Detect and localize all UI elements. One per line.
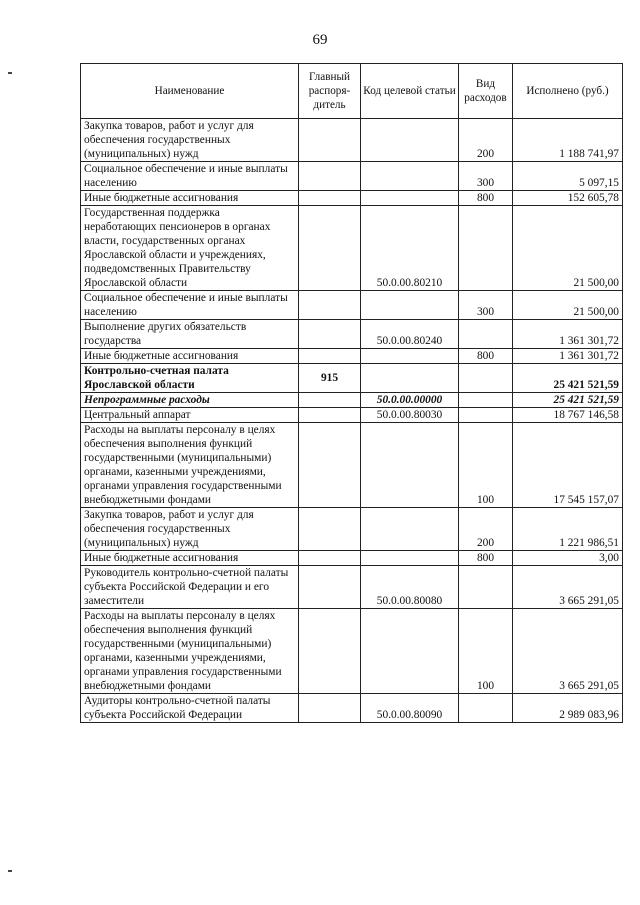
row-target-code-cell: 50.0.00.80080 (361, 566, 459, 609)
row-expense-kind-cell: 300 (459, 162, 513, 191)
row-expense-kind-cell (459, 694, 513, 723)
page-number: 69 (312, 32, 328, 48)
row-target-code-cell: 50.0.00.80030 (361, 408, 459, 423)
table-row (81, 408, 623, 423)
row-amount-cell: 25 421 521,59 (513, 393, 623, 408)
header-main-manager: Главный распоря-дитель (299, 64, 361, 119)
header-target-code: Код целевой статьи (361, 64, 459, 119)
row-target-code-cell (361, 364, 459, 393)
row-expense-kind-cell: 800 (459, 349, 513, 364)
table-row (81, 320, 623, 349)
row-target-code-cell (361, 349, 459, 364)
table-row (81, 694, 623, 723)
row-name-cell: Социальное обеспечение и иные выплаты населению (81, 291, 299, 320)
table-body (81, 119, 623, 723)
row-amount-cell: 1 221 986,51 (513, 508, 623, 551)
table-row (81, 162, 623, 191)
row-target-code-cell: 50.0.00.00000 (361, 393, 459, 408)
row-name-cell: Руководитель контрольно-счетной палаты субъекта Российской Федерации и его заместители (81, 566, 299, 609)
row-expense-kind-cell: 100 (459, 423, 513, 508)
table-row (81, 393, 623, 408)
row-name-cell: Расходы на выплаты персоналу в целях обеспечения выполнения функций государственными (муниципальными) органами, казенными учреждениями, органами управления государственными внебюджетными фондами (81, 609, 299, 694)
row-expense-kind-cell: 200 (459, 119, 513, 162)
row-amount-cell: 3,00 (513, 551, 623, 566)
row-main-manager-cell (299, 162, 361, 191)
row-main-manager-cell (299, 393, 361, 408)
row-main-manager-cell (299, 291, 361, 320)
row-name-cell: Аудиторы контрольно-счетной палаты субъекта Российской Федерации (81, 694, 299, 723)
table-row (81, 566, 623, 609)
table-row (81, 364, 623, 393)
row-amount-cell: 152 605,78 (513, 191, 623, 206)
row-amount-cell: 21 500,00 (513, 291, 623, 320)
table-row (81, 423, 623, 508)
table-row (81, 119, 623, 162)
row-amount-cell: 1 361 301,72 (513, 320, 623, 349)
row-main-manager-cell: 915 (299, 364, 361, 393)
row-amount-cell: 21 500,00 (513, 206, 623, 291)
row-expense-kind-cell (459, 393, 513, 408)
row-name-cell: Закупка товаров, работ и услуг для обеспечения государственных (муниципальных) нужд (81, 508, 299, 551)
row-expense-kind-cell: 300 (459, 291, 513, 320)
row-target-code-cell (361, 423, 459, 508)
row-expense-kind-cell: 200 (459, 508, 513, 551)
row-main-manager-cell (299, 508, 361, 551)
table-row (81, 191, 623, 206)
table-row (81, 609, 623, 694)
row-name-cell: Выполнение других обязательств государства (81, 320, 299, 349)
header-row (81, 64, 623, 119)
row-amount-cell: 3 665 291,05 (513, 566, 623, 609)
row-expense-kind-cell: 800 (459, 191, 513, 206)
table-row (81, 349, 623, 364)
row-amount-cell: 25 421 521,59 (513, 364, 623, 393)
row-expense-kind-cell (459, 566, 513, 609)
row-main-manager-cell (299, 694, 361, 723)
row-main-manager-cell (299, 423, 361, 508)
table-row (81, 508, 623, 551)
row-name-cell: Социальное обеспечение и иные выплаты населению (81, 162, 299, 191)
row-expense-kind-cell (459, 408, 513, 423)
row-name-cell: Центральный аппарат (81, 408, 299, 423)
table-row (81, 291, 623, 320)
row-name-cell: Иные бюджетные ассигнования (81, 551, 299, 566)
row-amount-cell: 5 097,15 (513, 162, 623, 191)
row-main-manager-cell (299, 609, 361, 694)
row-target-code-cell (361, 508, 459, 551)
row-main-manager-cell (299, 206, 361, 291)
row-main-manager-cell (299, 119, 361, 162)
row-name-cell: Иные бюджетные ассигнования (81, 191, 299, 206)
row-main-manager-cell (299, 320, 361, 349)
row-target-code-cell (361, 551, 459, 566)
budget-table (80, 63, 623, 723)
row-name-cell: Государственная поддержка неработающих пенсионеров в органах власти, государственных органах Ярославской области и учреждениях, подведомственных Правительству Ярославской области (81, 206, 299, 291)
row-target-code-cell: 50.0.00.80210 (361, 206, 459, 291)
header-expense-kind: Вид расходов (459, 64, 513, 119)
row-expense-kind-cell (459, 364, 513, 393)
row-name-cell: Непрограммные расходы (81, 393, 299, 408)
row-main-manager-cell (299, 551, 361, 566)
header-name: Наименование (81, 64, 299, 119)
row-expense-kind-cell (459, 320, 513, 349)
row-target-code-cell (361, 609, 459, 694)
row-amount-cell: 3 665 291,05 (513, 609, 623, 694)
table-row (81, 551, 623, 566)
row-name-cell: Иные бюджетные ассигнования (81, 349, 299, 364)
row-name-cell: Закупка товаров, работ и услуг для обеспечения государственных (муниципальных) нужд (81, 119, 299, 162)
row-target-code-cell (361, 191, 459, 206)
scan-mark (8, 870, 12, 872)
row-amount-cell: 17 545 157,07 (513, 423, 623, 508)
row-amount-cell: 1 361 301,72 (513, 349, 623, 364)
header-executed: Исполнено (руб.) (513, 64, 623, 119)
row-expense-kind-cell: 100 (459, 609, 513, 694)
scan-mark (8, 72, 12, 74)
row-main-manager-cell (299, 566, 361, 609)
table-row (81, 206, 623, 291)
row-main-manager-cell (299, 408, 361, 423)
row-target-code-cell (361, 291, 459, 320)
row-amount-cell: 1 188 741,97 (513, 119, 623, 162)
row-amount-cell: 18 767 146,58 (513, 408, 623, 423)
row-target-code-cell (361, 162, 459, 191)
row-name-cell: Контрольно-счетная палата Ярославской области (81, 364, 299, 393)
row-target-code-cell: 50.0.00.80240 (361, 320, 459, 349)
row-expense-kind-cell (459, 206, 513, 291)
row-expense-kind-cell: 800 (459, 551, 513, 566)
row-main-manager-cell (299, 191, 361, 206)
row-main-manager-cell (299, 349, 361, 364)
row-name-cell: Расходы на выплаты персоналу в целях обеспечения выполнения функций государственными (муниципальными) органами, казенными учреждениями, органами управления государственными внебюджетными фондами (81, 423, 299, 508)
row-target-code-cell (361, 119, 459, 162)
row-target-code-cell: 50.0.00.80090 (361, 694, 459, 723)
row-amount-cell: 2 989 083,96 (513, 694, 623, 723)
